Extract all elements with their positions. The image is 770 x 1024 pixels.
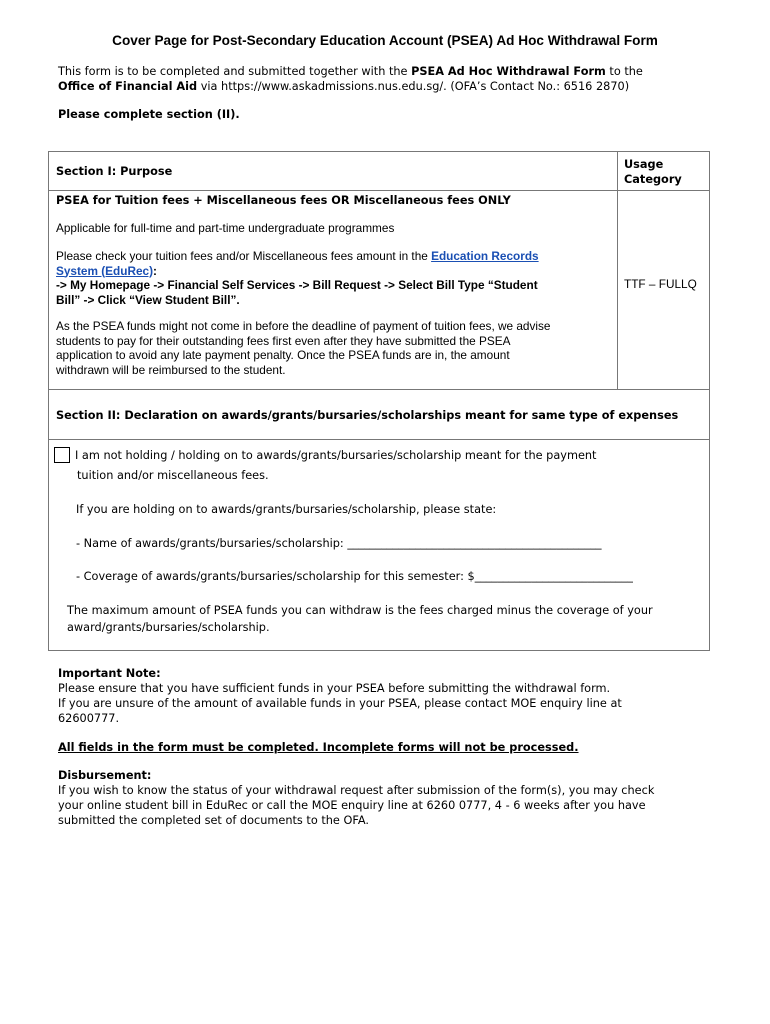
usage-category-value: TTF – FULLQ — [624, 277, 697, 291]
check-fees-line1: Please check your tuition fees and/or Miscellaneous fees amount in the — [56, 249, 432, 263]
section1-bottom-divider — [48, 389, 710, 390]
disbursement-line: If you wish to know the status of your withdrawal request after submission of the form(s), you may check — [58, 784, 655, 797]
payment-advice-line: withdrawn will be reimbursed to the student. — [56, 362, 286, 377]
check-fees-text — [56, 249, 612, 307]
declaration-checkbox[interactable] — [54, 447, 70, 463]
edurec-link-continued[interactable]: System (EduRec) — [56, 263, 154, 278]
disbursement-line: your online student bill in EduRec or call the MOE enquiry line at 6260 0777, 4 - 6 weeks after you have — [58, 799, 646, 812]
important-note-line: Please ensure that you have sufficient funds in your PSEA before submitting the withdrawal form. — [58, 682, 611, 695]
colon: : — [153, 263, 157, 278]
award-coverage-blank[interactable]: ____________________________ — [474, 570, 633, 583]
award-coverage-label: - Coverage of awards/grants/bursaries/scholarship for this semester: $ — [76, 570, 475, 583]
intro-text-1: This form is to be completed and submitted together with the — [58, 65, 412, 78]
max-amount-line2: award/grants/bursaries/scholarship. — [67, 621, 270, 634]
holding-instruction: If you are holding on to awards/grants/bursaries/scholarship, please state: — [76, 503, 497, 516]
award-name-label: - Name of awards/grants/bursaries/scholarship: — [76, 537, 348, 550]
payment-advice-line: As the PSEA funds might not come in before the deadline of payment of tuition fees, we advise — [56, 319, 551, 333]
payment-advice-line: application to avoid any late payment penalty. Once the PSEA funds are in, the amount — [56, 348, 510, 362]
navigation-path-line1: -> My Homepage -> Financial Self Services -> Bill Request -> Select Bill Type “Student — [56, 278, 538, 292]
disbursement-line: submitted the completed set of documents to the OFA. — [58, 814, 369, 827]
important-note-line: If you are unsure of the amount of available funds in your PSEA, please contact MOE enquiry line at — [58, 697, 622, 710]
intro-paragraph — [58, 64, 698, 94]
page-title: Cover Page for Post-Secondary Education Account (PSEA) Ad Hoc Withdrawal Form — [112, 33, 658, 48]
max-amount-line1: The maximum amount of PSEA funds you can withdraw is the fees charged minus the coverage of your — [67, 604, 653, 617]
award-name-field[interactable] — [76, 536, 602, 551]
intro-office-name: Office of Financial Aid — [58, 80, 198, 93]
table-column-divider — [617, 151, 618, 389]
section2-header-divider — [48, 439, 710, 440]
intro-form-name: PSEA Ad Hoc Withdrawal Form — [411, 65, 606, 78]
usage-header-line1: Usage — [624, 158, 664, 171]
disbursement-heading: Disbursement: — [58, 769, 152, 782]
declaration-line1: I am not holding / holding on to awards/grants/bursaries/scholarship meant for the payment — [75, 449, 597, 462]
instruction-text: Please complete section (II). — [58, 108, 240, 121]
intro-text-3: via https://www.askadmissions.nus.edu.sg/. (OFA’s Contact No.: 6516 2870) — [197, 80, 630, 93]
navigation-path-line2: Bill” -> Click “View Student Bill”. — [56, 292, 240, 307]
disbursement-section — [58, 768, 718, 828]
award-name-blank[interactable]: _____________________________________________ — [347, 537, 602, 550]
usage-header-line2: Category — [624, 173, 682, 186]
section1-subheading: PSEA for Tuition fees + Miscellaneous fees OR Miscellaneous fees ONLY — [56, 194, 511, 207]
important-note-heading: Important Note: — [58, 667, 161, 680]
important-note-line: 62600777. — [58, 712, 120, 725]
payment-advice-line: students to pay for their outstanding fees first even after they have submitted the PSEA — [56, 333, 511, 348]
declaration-line2: tuition and/or miscellaneous fees. — [77, 469, 269, 482]
table-header-divider — [48, 190, 710, 191]
intro-text-2: to the — [605, 65, 643, 78]
award-coverage-field[interactable] — [76, 569, 633, 584]
all-fields-warning: All fields in the form must be completed. Incomplete forms will not be processed. — [58, 741, 579, 754]
important-note — [58, 666, 718, 726]
section2-header: Section II: Declaration on awards/grants/bursaries/scholarships meant for same type of expenses — [56, 409, 679, 422]
section1-header: Section I: Purpose — [56, 165, 173, 178]
edurec-link[interactable]: Education Records — [431, 249, 539, 263]
payment-advice-paragraph — [56, 319, 612, 377]
applicable-text: Applicable for full-time and part-time undergraduate programmes — [56, 221, 395, 235]
